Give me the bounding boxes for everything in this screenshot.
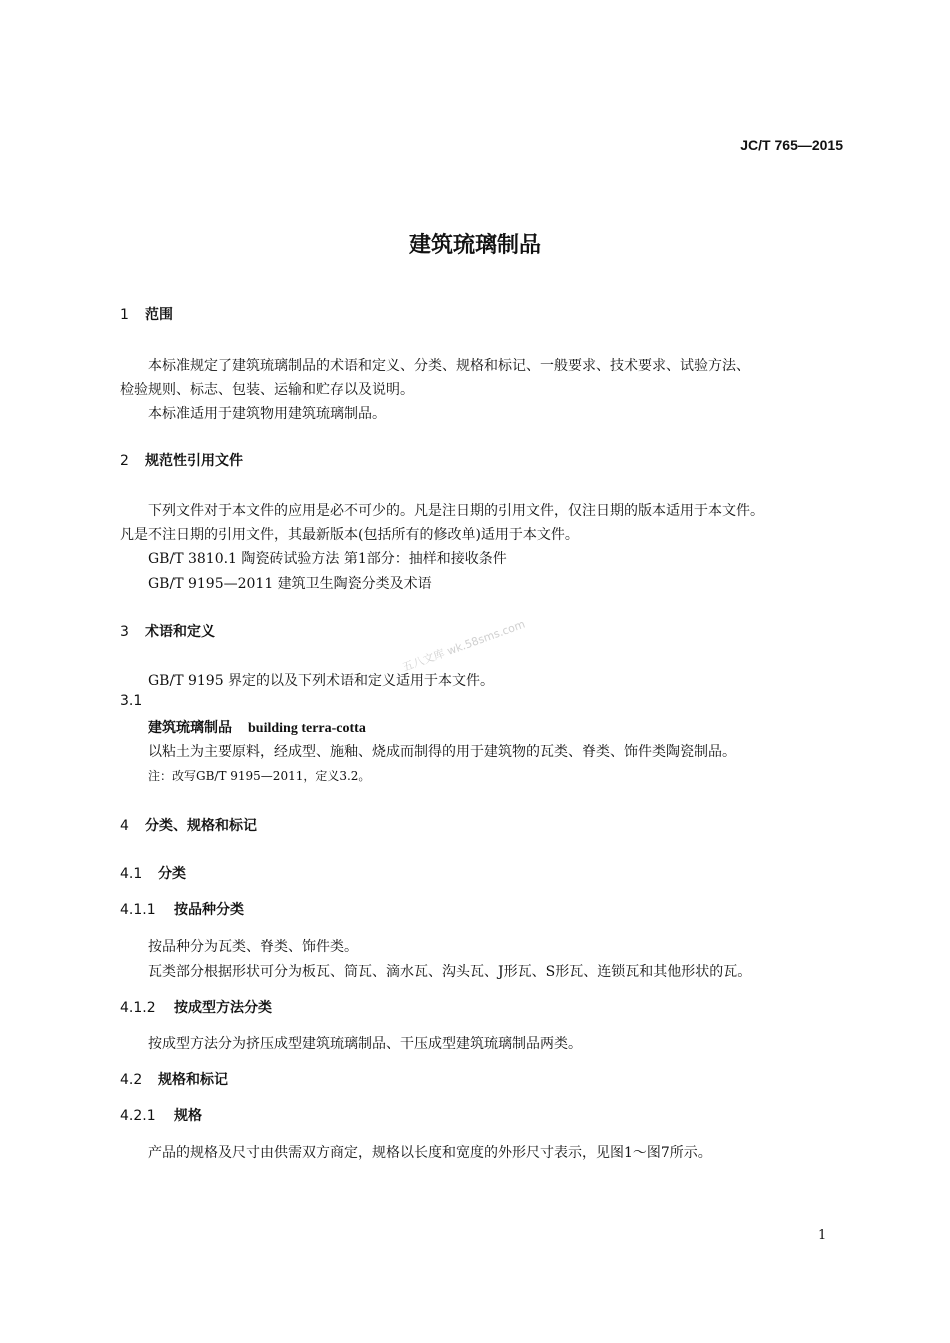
section-title: 术语和定义 — [145, 624, 215, 640]
section-title: 分类 — [158, 866, 186, 882]
section-number: 3.1 — [120, 693, 143, 709]
document-title: 建筑琉璃制品 — [408, 233, 541, 258]
paragraph: 瓦类部分根据形状可分为板瓦、筒瓦、滴水瓦、沟头瓦、J形瓦、S形瓦、连锁瓦和其他形状的瓦。 — [148, 964, 752, 980]
standard-code: JC/T 765—2015 — [740, 137, 843, 153]
paragraph: 按成型方法分为挤压成型建筑琉璃制品、干压成型建筑琉璃制品两类。 — [148, 1036, 582, 1052]
subsection-4-1-heading — [120, 863, 186, 883]
term-english: building terra-cotta — [248, 721, 366, 736]
page-number: 1 — [818, 1228, 827, 1243]
section-number: 4 — [120, 818, 129, 834]
term-entry — [148, 717, 366, 737]
section-title: 规范性引用文件 — [145, 453, 243, 469]
section-title: 范围 — [145, 307, 173, 323]
section-title: 按成型方法分类 — [174, 1000, 272, 1016]
section-title: 按品种分类 — [174, 902, 244, 918]
paragraph: GB/T 9195 界定的以及下列术语和定义适用于本文件。 — [148, 673, 495, 689]
section-2-heading — [120, 450, 243, 470]
section-number: 3 — [120, 624, 129, 640]
paragraph: 按品种分为瓦类、脊类、饰件类。 — [148, 939, 358, 955]
section-number: 4.1 — [120, 866, 143, 882]
section-title: 规格 — [174, 1108, 202, 1124]
subsection-4-1-2-heading — [120, 997, 272, 1017]
section-number: 1 — [120, 307, 129, 323]
section-title: 分类、规格和标记 — [145, 818, 257, 834]
note: 注：改写GB/T 9195—2011，定义3.2。 — [148, 769, 371, 783]
paragraph: 检验规则、标志、包装、运输和贮存以及说明。 — [120, 382, 414, 398]
paragraph: 下列文件对于本文件的应用是必不可少的。凡是注日期的引用文件，仅注日期的版本适用于本文件。 — [148, 503, 764, 519]
paragraph: 产品的规格及尺寸由供需双方商定，规格以长度和宽度的外形尺寸表示，见图1～图7所示。 — [148, 1145, 712, 1161]
section-1-heading — [120, 304, 173, 324]
section-4-heading — [120, 815, 257, 835]
section-number: 4.2.1 — [120, 1108, 156, 1124]
subsection-number — [120, 693, 142, 709]
subsection-4-1-1-heading — [120, 899, 244, 919]
paragraph: 凡是不注日期的引用文件，其最新版本(包括所有的修改单)适用于本文件。 — [120, 527, 579, 543]
subsection-4-2-heading — [120, 1069, 228, 1089]
watermark: 五八文库 wk.58sms.com — [400, 617, 527, 675]
section-title: 规格和标记 — [158, 1072, 228, 1088]
section-number: 4.1.1 — [120, 902, 156, 918]
subsection-4-2-1-heading — [120, 1105, 202, 1125]
paragraph: 本标准适用于建筑物用建筑琉璃制品。 — [148, 406, 386, 422]
section-number: 4.1.2 — [120, 1000, 156, 1016]
term-chinese: 建筑琉璃制品 — [148, 720, 232, 736]
section-3-heading — [120, 621, 215, 641]
reference-item: GB/T 9195—2011 建筑卫生陶瓷分类及术语 — [148, 576, 432, 592]
section-number: 2 — [120, 453, 129, 469]
paragraph: 本标准规定了建筑琉璃制品的术语和定义、分类、规格和标记、一般要求、技术要求、试验方法、 — [148, 358, 750, 374]
term-definition: 以粘土为主要原料，经成型、施釉、烧成而制得的用于建筑物的瓦类、脊类、饰件类陶瓷制品。 — [148, 744, 736, 760]
section-number: 4.2 — [120, 1072, 143, 1088]
reference-item: GB/T 3810.1 陶瓷砖试验方法 第1部分：抽样和接收条件 — [148, 551, 507, 567]
